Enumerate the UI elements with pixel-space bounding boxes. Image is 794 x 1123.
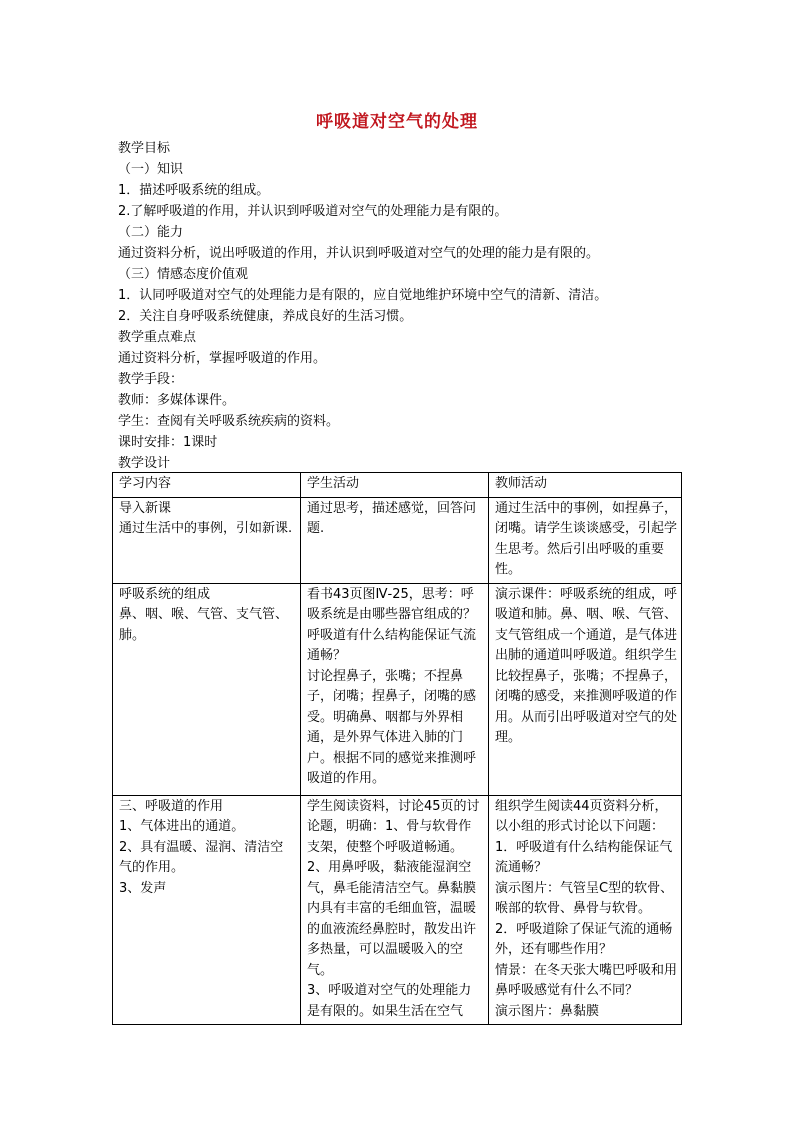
subsection-heading: （二）能力 xyxy=(118,225,184,240)
body-line: 课时安排：1课时 xyxy=(118,435,218,450)
body-line: 1．描述呼吸系统的组成。 xyxy=(118,183,270,198)
cell-text: 2、具有温暖、湿润、清洁空气的作用。 xyxy=(119,839,284,875)
cell-teacher xyxy=(489,497,682,583)
cell-student xyxy=(301,497,489,583)
cell-text: 看书43页图Ⅳ-25，思考：呼吸系统是由哪些器官组成的？呼吸道有什么结构能保证气流通畅？ xyxy=(307,586,477,663)
cell-text: 通过思考，描述感觉，回答问题. xyxy=(307,500,477,536)
cell-text: 1、气体进出的通道。 xyxy=(119,819,245,834)
cell-student xyxy=(301,583,489,795)
cell-text: 1．呼吸道有什么结构能保证气流通畅？ xyxy=(495,839,673,875)
cell-text: 演示图片：鼻黏膜 xyxy=(495,1003,600,1019)
cell-text: 演示图片：气管呈C型的软骨、喉部的软骨、鼻骨与软骨。 xyxy=(495,880,674,916)
table-row xyxy=(113,497,682,583)
cell-text: 通过生活中的事例，引如新课. xyxy=(119,521,293,536)
cell-content xyxy=(113,795,301,1025)
document-title: 呼吸道对空气的处理 xyxy=(316,112,478,132)
header-cell-student: 学生活动 xyxy=(301,473,489,498)
cell-text: 情景：在冬天张大嘴巴呼吸和用鼻呼吸感觉有什么不同？ xyxy=(495,962,678,998)
cell-text: 2．呼吸道除了保证气流的通畅外，还有哪些作用？ xyxy=(495,921,673,957)
cell-text: 3、发声 xyxy=(119,880,167,896)
body-line: 2．关注自身呼吸系统健康，养成良好的生活习惯。 xyxy=(118,309,413,324)
cell-teacher xyxy=(489,583,682,795)
section-heading: 教学目标 xyxy=(118,141,171,156)
cell-content xyxy=(113,497,301,583)
table-row xyxy=(113,795,682,1025)
cell-student xyxy=(301,795,489,1025)
header-cell-content: 学习内容 xyxy=(113,473,301,498)
body-line: 教师：多媒体课件。 xyxy=(118,393,236,408)
cell-text: 三、呼吸道的作用 xyxy=(119,798,224,814)
header-cell-teacher: 教师活动 xyxy=(489,473,682,498)
cell-text: 3、呼吸道对空气的处理能力是有限的。如果生活在空气 xyxy=(307,983,472,1019)
cell-text: 学生阅读资料，讨论45页的讨论题，明确：1、骨与软骨作支架，使整个呼吸道畅通。2、用鼻呼吸，黏液能湿润空气，鼻毛能清洁空气。鼻黏膜内具有丰富的毛细血管，温暖的血液流经鼻腔时，散发出许多热量，可以温暖吸入的空气。 xyxy=(307,798,480,978)
section-heading: 教学重点难点 xyxy=(118,330,197,345)
body-line: 学生：查阅有关呼吸系统疾病的资料。 xyxy=(118,414,340,429)
table-row xyxy=(113,583,682,795)
body-line: 1．认同呼吸道对空气的处理能力是有限的，应自觉地维护环境中空气的清新、清洁。 xyxy=(118,288,608,303)
cell-text: 通过生活中的事例，如捏鼻子，闭嘴。请学生谈谈感受，引起学生思考。然后引出呼吸的重要性。 xyxy=(495,500,678,577)
cell-text: 鼻、咽、喉、气管、支气管、肺。 xyxy=(119,607,289,643)
body-line: 通过资料分析，说出呼吸道的作用，并认识到呼吸道对空气的处理的能力是有限的。 xyxy=(118,246,600,261)
cell-text: 呼吸系统的组成 xyxy=(119,586,211,602)
cell-content xyxy=(113,583,301,795)
lesson-design-table xyxy=(112,472,682,1025)
body-line: 2.了解呼吸道的作用，并认识到呼吸道对空气的处理能力是有限的。 xyxy=(118,204,508,219)
cell-text: 演示课件：呼吸系统的组成，呼吸道和肺。鼻、咽、喉、气管、支气管组成一个通道，是气体进出肺的通道叫呼吸道。组织学生比较捏鼻子，张嘴；不捏鼻子，闭嘴的感受，来推测呼吸道的作用。从而引出呼吸道对空气的处理。 xyxy=(495,586,678,745)
subsection-heading: （一）知识 xyxy=(118,162,184,177)
body-line: 通过资料分析，掌握呼吸道的作用。 xyxy=(118,351,327,366)
subsection-heading: （三）情感态度价值观 xyxy=(118,267,249,282)
cell-teacher xyxy=(489,795,682,1025)
section-heading: 教学设计 xyxy=(118,456,171,471)
cell-text: 讨论捏鼻子，张嘴；不捏鼻子，闭嘴；捏鼻子，闭嘴的感受。明确鼻、咽都与外界相通，是外界气体进入肺的门户。根据不同的感觉来推测呼吸道的作用。 xyxy=(307,668,477,786)
document-body xyxy=(118,138,718,474)
cell-text: 导入新课 xyxy=(119,500,172,516)
table-header-row xyxy=(113,473,682,498)
section-heading: 教学手段： xyxy=(118,372,184,387)
cell-text: 组织学生阅读44页资料分析，以小组的形式讨论以下问题： xyxy=(495,798,668,834)
